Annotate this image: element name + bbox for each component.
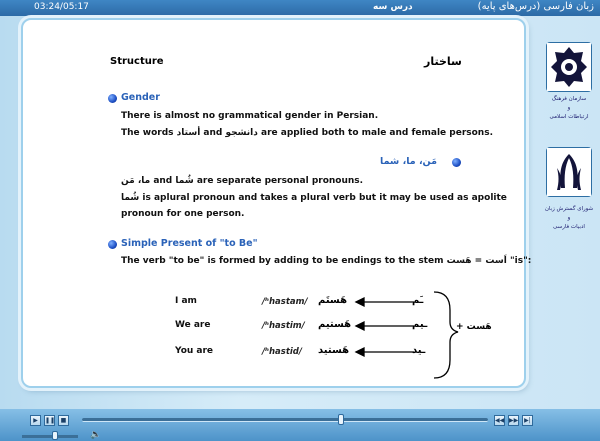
heading-structure: Structure	[110, 56, 164, 67]
conj-fa-row-3: هَستید	[318, 345, 350, 356]
volume-track[interactable]	[22, 435, 78, 438]
section-gender-title: Gender	[121, 92, 160, 103]
lesson-title: درس سه	[373, 2, 413, 12]
end-icon[interactable]: ▶|	[522, 415, 533, 426]
conj-en-row-2: We are	[175, 320, 211, 330]
conj-en-row-3: You are	[175, 346, 214, 356]
conj-tr-row-3: /ʰhastid/	[262, 347, 302, 357]
heading-structure-fa: ساختار	[424, 55, 462, 68]
ending-row-2: ـیم	[412, 319, 428, 330]
conj-en-row-1: I am	[175, 296, 197, 306]
play-icon[interactable]: ▶	[30, 415, 41, 426]
org1-caption: سازمان فرهنگ و ارتباطات اسلامی	[549, 96, 589, 120]
volume-thumb[interactable]	[52, 431, 58, 440]
conj-tr-row-1: /ʰhastam/	[262, 297, 308, 307]
council-logo-icon[interactable]	[546, 147, 592, 197]
pause-icon[interactable]: ❚❚	[45, 417, 56, 424]
seek-track[interactable]	[82, 418, 488, 422]
bullet-icon	[108, 240, 117, 249]
conj-tr-row-2: /ʰhastim/	[262, 321, 305, 331]
media-control-bar	[0, 409, 600, 441]
seek-thumb[interactable]	[338, 414, 344, 425]
app-title: زبان فارسی (درس‌های پایه)	[477, 1, 594, 12]
org-logo-icon[interactable]	[546, 42, 592, 92]
gender-line-2: The words أستاد and دانشجو are applied both to male and female persons.	[121, 128, 493, 138]
pronouns-line-3: pronoun for one person.	[121, 209, 245, 219]
tobe-intro: The verb "to be" is formed by adding to be endings to the stem اَست = هَست "is":	[121, 256, 532, 266]
conj-arrows	[350, 290, 470, 380]
conj-fa-row-1: هَستَم	[318, 295, 348, 306]
title-bar	[0, 0, 600, 16]
conj-fa-row-2: هَستیم	[318, 319, 352, 330]
rewind-icon[interactable]: ◀◀	[495, 417, 505, 424]
org2-caption: شورای گسترش زبان و ادبیات فارسی	[544, 206, 594, 230]
stop-icon[interactable]: ■	[58, 415, 69, 426]
section-pronouns-title: مَن، ما، شما	[380, 156, 437, 167]
bullet-icon	[452, 158, 461, 167]
gender-line-1: There is almost no grammatical gender in Persian.	[121, 111, 379, 121]
playback-time: 03:24/05:17	[34, 2, 89, 12]
ending-row-3: ـید	[412, 345, 426, 356]
section-tobe-title: Simple Present of "to Be"	[121, 238, 258, 249]
speaker-icon[interactable]: 🔈	[90, 430, 102, 440]
bullet-icon	[108, 94, 117, 103]
pronouns-line-2: شُما is aplural pronoun and takes a plural verb but it may be used as apolite	[121, 193, 507, 203]
pronouns-line-1: مَن ما، and شُما are separate personal pronouns.	[121, 176, 364, 186]
ending-row-1: ـَم	[412, 295, 424, 306]
stem-label: هَست +	[456, 322, 492, 332]
forward-icon[interactable]: ▶▶	[509, 417, 519, 424]
